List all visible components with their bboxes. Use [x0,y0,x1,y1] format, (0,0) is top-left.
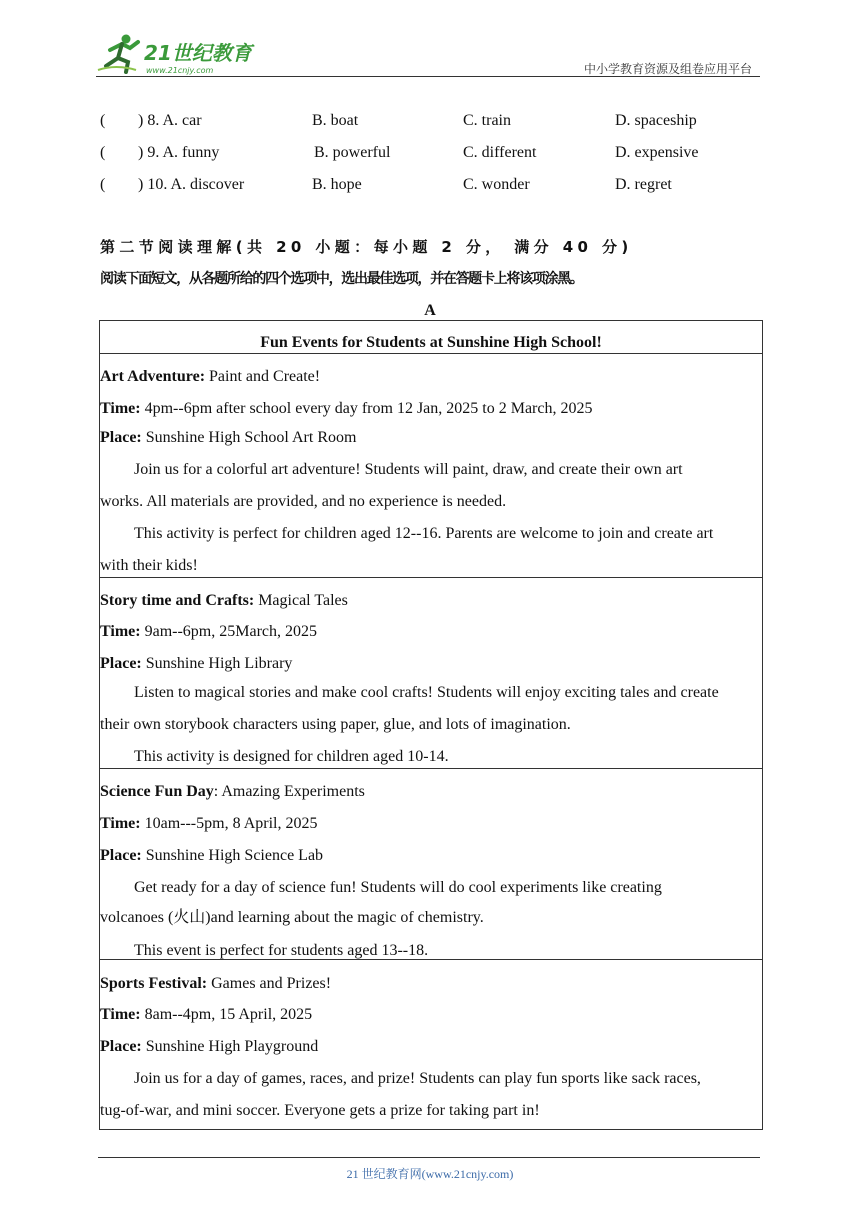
event-heading [100,974,331,994]
table-divider [100,353,762,354]
event-description-line: their own storybook characters using paper, glue, and lots of imagination. [100,716,571,733]
section-instruction: 阅读下面短文，从各题所给的四个选项中，选出最佳选项，并在答题卡上将该项涂黑。 [100,271,583,287]
event-description-line: with their kids! [100,557,198,574]
time-value: 8am--4pm, 15 April, 2025 [140,1006,313,1023]
event-description-line: tug-of-war, and mini soccer. Everyone gets a prize for taking part in! [100,1102,540,1119]
footer-divider [98,1157,760,1158]
place-label: Place: [100,429,142,446]
event-subtitle: : Amazing Experiments [213,783,365,800]
choice-a: ) 9. A. funny [138,144,220,161]
choice-b: B. powerful [314,144,391,161]
place-value: Sunshine High Science Lab [141,847,324,864]
event-description-line: Join us for a day of games, races, and prize! Students can play fun sports like sack races, [134,1070,701,1087]
event-name: Sports Festival: [100,975,208,992]
place-value: Sunshine High School Art Room [141,429,357,446]
place-label: Place: [100,847,142,864]
event-time [100,399,592,419]
time-label: Time: [100,400,141,417]
table-divider [100,959,762,960]
page-header [96,30,760,80]
choice-d: D. spaceship [615,112,697,129]
time-label: Time: [100,815,141,832]
place-label: Place: [100,1038,142,1055]
event-heading [100,782,365,802]
choice-a: ) 10. A. discover [138,176,245,193]
choice-b: B. hope [312,176,362,193]
event-heading [100,367,320,387]
choice-a: ) 8. A. car [138,112,202,129]
events-table [99,320,763,1130]
choice-d: D. regret [615,176,672,193]
event-time [100,1005,312,1025]
time-label: Time: [100,1006,141,1023]
answer-paren: ( [100,144,106,161]
event-description-line: Join us for a colorful art adventure! Students will paint, draw, and create their own art [134,461,683,478]
event-description-line: volcanoes (火山)and learning about the magic of chemistry. [100,909,484,926]
event-place [100,1037,318,1057]
choice-d: D. expensive [615,144,699,161]
footer-text: 21 世纪教育网(www.21cnjy.com) [346,1167,514,1181]
event-name: Art Adventure: [100,368,206,385]
event-place [100,654,292,674]
passage-label: A [424,302,436,319]
answer-paren: ( [100,176,106,193]
event-subtitle: Magical Tales [254,592,348,609]
table-title: Fun Events for Students at Sunshine High School! [260,334,602,351]
header-divider [96,76,760,77]
event-description-line: Listen to magical stories and make cool crafts! Students will enjoy exciting tales and create [134,684,719,701]
place-value: Sunshine High Library [141,655,293,672]
event-description-line: Get ready for a day of science fun! Students will do cool experiments like creating [134,879,662,896]
choice-c: C. different [463,144,537,161]
event-place [100,846,323,866]
event-name: Story time and Crafts: [100,592,255,609]
header-platform-text: 中小学教育资源及组卷应用平台 [583,62,752,76]
site-logo [96,30,266,80]
event-description-line: This activity is perfect for children aged 12--16. Parents are welcome to join and create art [134,525,714,542]
logo-url: www.21cnjy.com [146,66,214,75]
event-subtitle: Paint and Create! [205,368,321,385]
event-description-line: This activity is designed for children aged 10-14. [134,748,449,765]
event-description-line: works. All materials are provided, and no experience is needed. [100,493,507,510]
time-value: 9am--6pm, 25March, 2025 [140,623,317,640]
time-value: 10am---5pm, 8 April, 2025 [140,815,318,832]
event-place [100,428,356,448]
event-name: Science Fun Day [100,783,214,800]
choice-c: C. wonder [463,176,530,193]
logo-text: 21世纪教育 [144,41,252,65]
event-description-line: This event is perfect for students aged 13--18. [134,942,429,959]
time-label: Time: [100,623,141,640]
choice-b: B. boat [312,112,359,129]
time-value: 4pm--6pm after school every day from 12 Jan, 2025 to 2 March, 2025 [140,400,593,417]
place-value: Sunshine High Playground [141,1038,319,1055]
section-title: 第二节阅读理解(共 20 小题：每小题 2 分， 满分 40 分) [100,238,633,256]
place-label: Place: [100,655,142,672]
event-subtitle: Games and Prizes! [207,975,332,992]
event-time [100,622,317,642]
answer-paren: ( [100,112,106,129]
event-heading [100,591,348,611]
table-divider [100,577,762,578]
event-time [100,814,317,834]
choice-c: C. train [463,112,511,129]
table-divider [100,768,762,769]
